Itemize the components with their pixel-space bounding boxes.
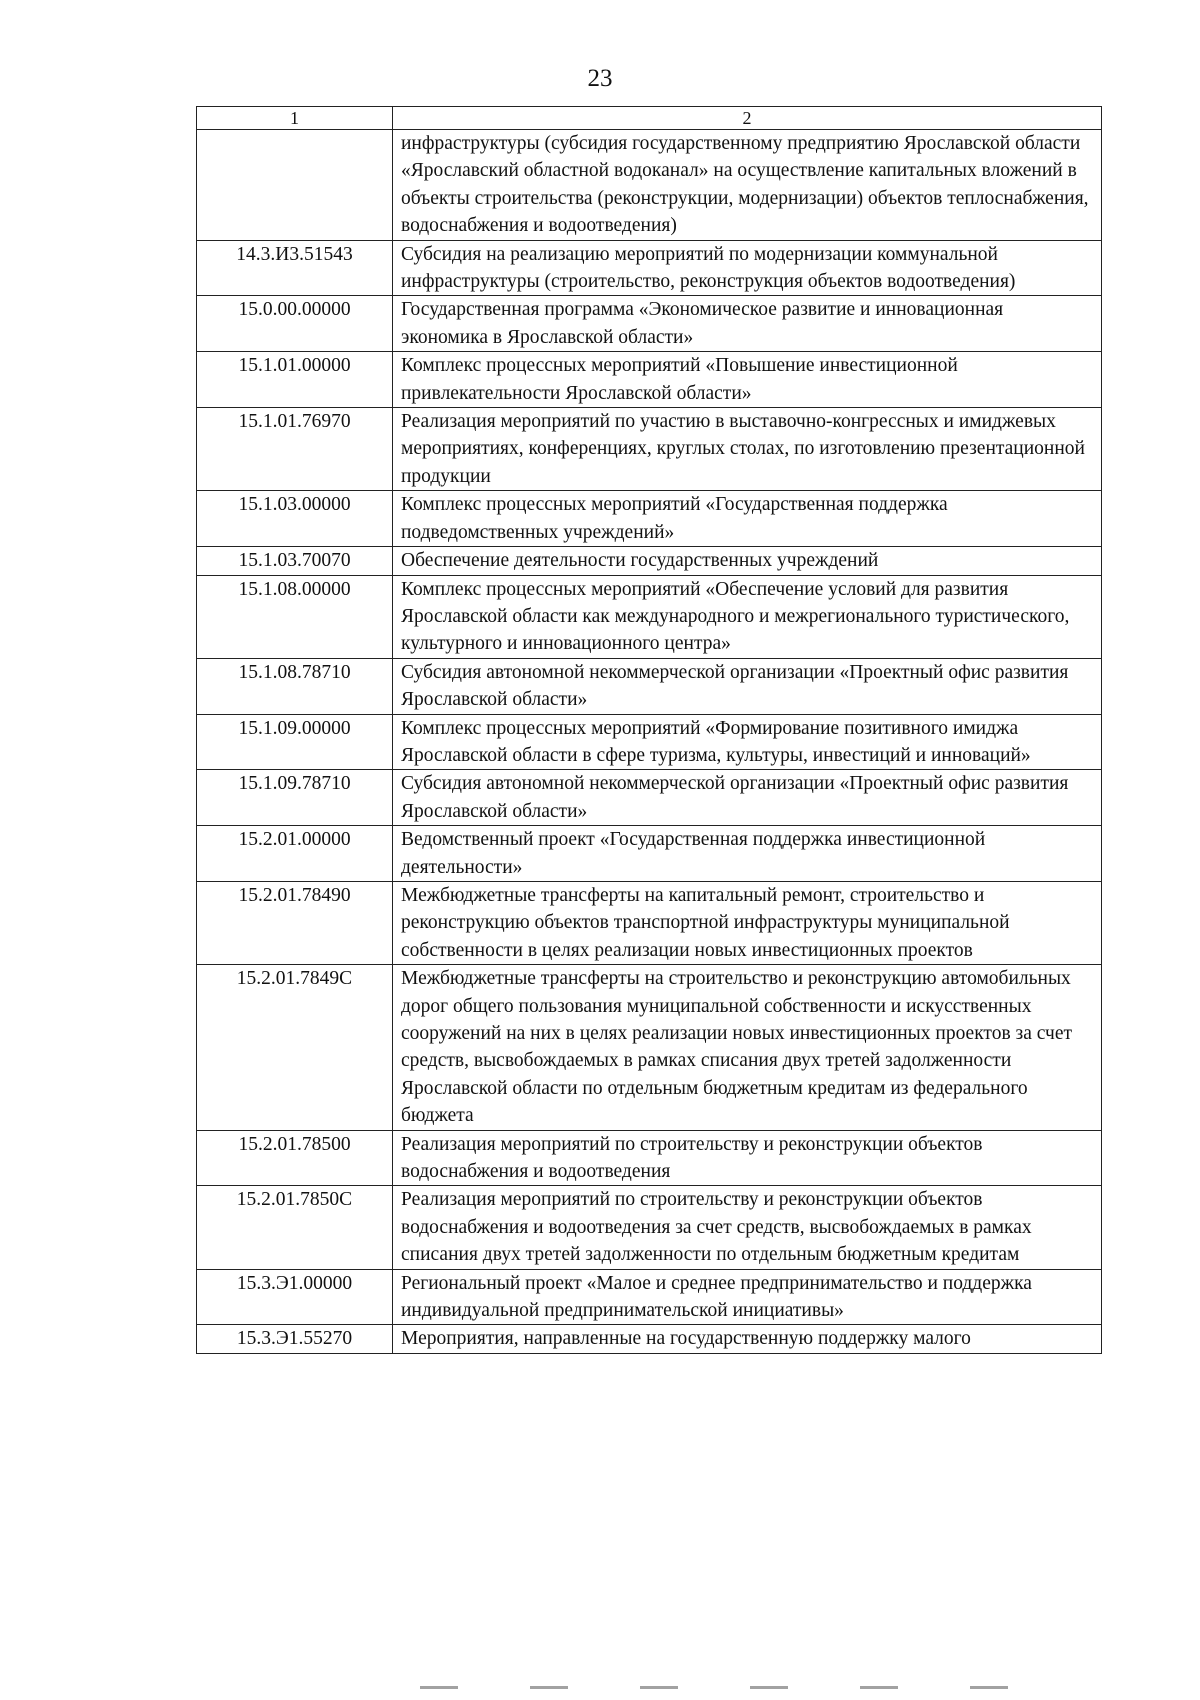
table-row [197, 770, 1102, 826]
row-code: 14.3.И3.51543 [197, 240, 393, 296]
row-code: 15.2.01.7850С [197, 1186, 393, 1269]
row-code: 15.2.01.78490 [197, 881, 393, 964]
table-body [197, 130, 1102, 1354]
row-code: 15.1.08.78710 [197, 658, 393, 714]
table-row [197, 547, 1102, 575]
table-row [197, 296, 1102, 352]
row-description: Обеспечение деятельности государственных учреждений [393, 547, 1102, 575]
table-row [197, 491, 1102, 547]
table-header-row [197, 107, 1102, 130]
column-header-code: 1 [197, 107, 393, 130]
row-description: Субсидия автономной некоммерческой организации «Проектный офис развития Ярославской области» [393, 770, 1102, 826]
row-description: Межбюджетные трансферты на строительство и реконструкцию автомобильных дорог общего пользования муниципальной собственности и искусственных сооружений на них в целях реализации новых инвестиционных проектов за счет средств, высвобождаемых в рамках списания двух третей задолженности Ярославской области по отдельным бюджетным кредитам из федерального бюджета [393, 965, 1102, 1130]
table-row [197, 408, 1102, 491]
table-row [197, 240, 1102, 296]
table-row [197, 714, 1102, 770]
budget-classification-table [196, 106, 1102, 1354]
row-description: Реализация мероприятий по строительству и реконструкции объектов водоснабжения и водоотведения [393, 1130, 1102, 1186]
row-code [197, 130, 393, 241]
row-description: Комплекс процессных мероприятий «Формирование позитивного имиджа Ярославской области в сфере туризма, культуры, инвестиций и инноваций» [393, 714, 1102, 770]
table-row [197, 826, 1102, 882]
page-bottom-scan-artifact [420, 1686, 1070, 1689]
row-description: Комплекс процессных мероприятий «Повышение инвестиционной привлекательности Ярославской области» [393, 352, 1102, 408]
table-row [197, 658, 1102, 714]
row-code: 15.1.09.00000 [197, 714, 393, 770]
row-code: 15.1.01.00000 [197, 352, 393, 408]
table-row [197, 352, 1102, 408]
table-row [197, 130, 1102, 241]
row-description: Ведомственный проект «Государственная поддержка инвестиционной деятельности» [393, 826, 1102, 882]
row-description: Комплекс процессных мероприятий «Государственная поддержка подведомственных учреждений» [393, 491, 1102, 547]
table-row [197, 1325, 1102, 1353]
row-code: 15.2.01.00000 [197, 826, 393, 882]
row-code: 15.1.03.70070 [197, 547, 393, 575]
row-code: 15.1.03.00000 [197, 491, 393, 547]
row-description: Государственная программа «Экономическое развитие и инновационная экономика в Ярославской области» [393, 296, 1102, 352]
row-code: 15.3.Э1.00000 [197, 1269, 393, 1325]
row-code: 15.0.00.00000 [197, 296, 393, 352]
column-header-description: 2 [393, 107, 1102, 130]
row-code: 15.1.01.76970 [197, 408, 393, 491]
row-description: Реализация мероприятий по участию в выставочно-конгрессных и имиджевых мероприятиях, конференциях, круглых столах, по изготовлению презентационной продукции [393, 408, 1102, 491]
row-description: Региональный проект «Малое и среднее предпринимательство и поддержка индивидуальной предпринимательской инициативы» [393, 1269, 1102, 1325]
row-description: Мероприятия, направленные на государственную поддержку малого [393, 1325, 1102, 1353]
table-row [197, 575, 1102, 658]
row-description: Межбюджетные трансферты на капитальный ремонт, строительство и реконструкцию объектов транспортной инфраструктуры муниципальной собственности в целях реализации новых инвестиционных проектов [393, 881, 1102, 964]
row-code: 15.2.01.78500 [197, 1130, 393, 1186]
page-number: 23 [587, 65, 613, 92]
row-description: Субсидия автономной некоммерческой организации «Проектный офис развития Ярославской области» [393, 658, 1102, 714]
row-description: Комплекс процессных мероприятий «Обеспечение условий для развития Ярославской области как международного и межрегионального туристического, культурного и инновационного центра» [393, 575, 1102, 658]
row-description: Субсидия на реализацию мероприятий по модернизации коммунальной инфраструктуры (строительство, реконструкция объектов водоотведения) [393, 240, 1102, 296]
table-row [197, 1269, 1102, 1325]
table-row [197, 881, 1102, 964]
row-code: 15.3.Э1.55270 [197, 1325, 393, 1353]
row-description: инфраструктуры (субсидия государственному предприятию Ярославской области «Ярославский областной водоканал» на осуществление капитальных вложений в объекты строительства (реконструкции, модернизации) объектов теплоснабжения, водоснабжения и водоотведения) [393, 130, 1102, 241]
table-row [197, 1186, 1102, 1269]
row-description: Реализация мероприятий по строительству и реконструкции объектов водоснабжения и водоотведения за счет средств, высвобождаемых в рамках списания двух третей задолженности по отдельным бюджетным кредитам [393, 1186, 1102, 1269]
table-row [197, 1130, 1102, 1186]
row-code: 15.2.01.7849С [197, 965, 393, 1130]
row-code: 15.1.08.00000 [197, 575, 393, 658]
row-code: 15.1.09.78710 [197, 770, 393, 826]
table-row [197, 965, 1102, 1130]
